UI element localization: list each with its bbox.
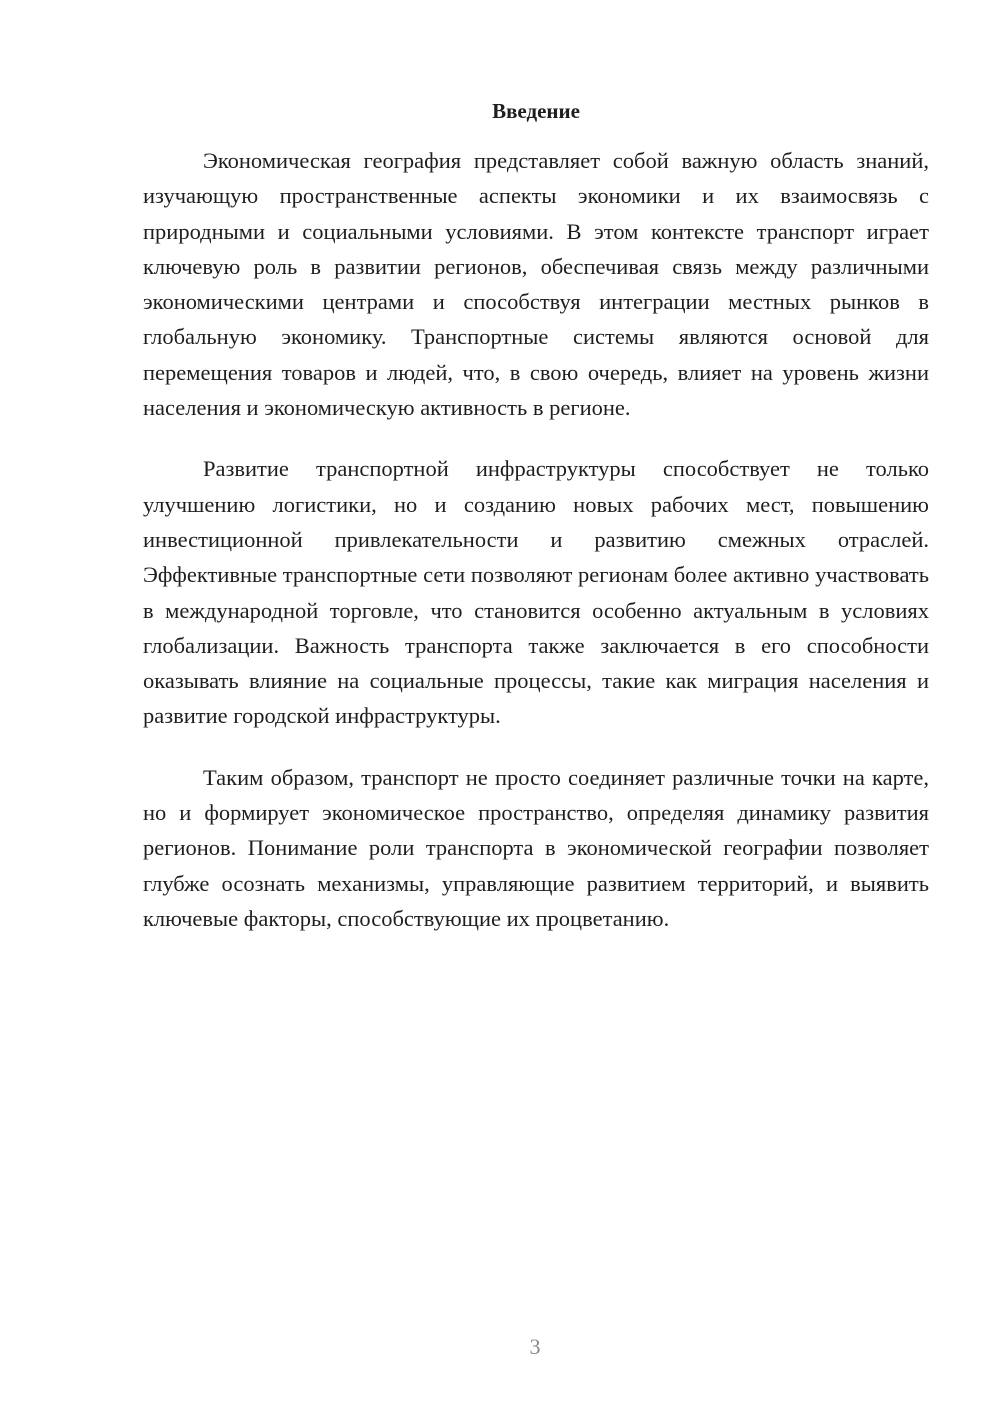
page-body [143,95,929,962]
paragraph-3: Таким образом, транспорт не просто соединяет различные точки на карте, но и формирует экономическое пространство, определяя динамику развития регионов. Понимание роли транспорта в экономической географии позволяет глубже осознать механизмы, управляющие развитием территорий, и выявить ключевые факторы, способствующие их процветанию. [143,764,929,931]
section-heading: Введение [492,99,580,123]
paragraph-1: Экономическая география представляет собой важную область знаний, изучающую пространственные аспекты экономики и их взаимосвязь с природными и социальными условиями. В этом контексте транспорт играет ключевую роль в развитии регионов, обеспечивая связь между различными экономическими центрами и способствуя интеграции местных рынков в глобальную экономику. Транспортные системы являются основой для перемещения товаров и людей, что, в свою очередь, влияет на уровень жизни населения и экономическую активность в регионе. [143,148,929,421]
page-number: 3 [529,1334,541,1359]
paragraph-2: Развитие транспортной инфраструктуры способствует не только улучшению логистики, но и созданию новых рабочих мест, повышению инвестиционной привлекательности и развитию смежных отраслей. Эффективные транспортные сети позволяют регионам более активно участвовать в международной торговле, что становится особенно актуальным в условиях глобализации. Важность транспорта также заключается в его способности оказывать влияние на социальные процессы, такие как миграция населения и развитие городской инфраструктуры. [143,456,929,729]
